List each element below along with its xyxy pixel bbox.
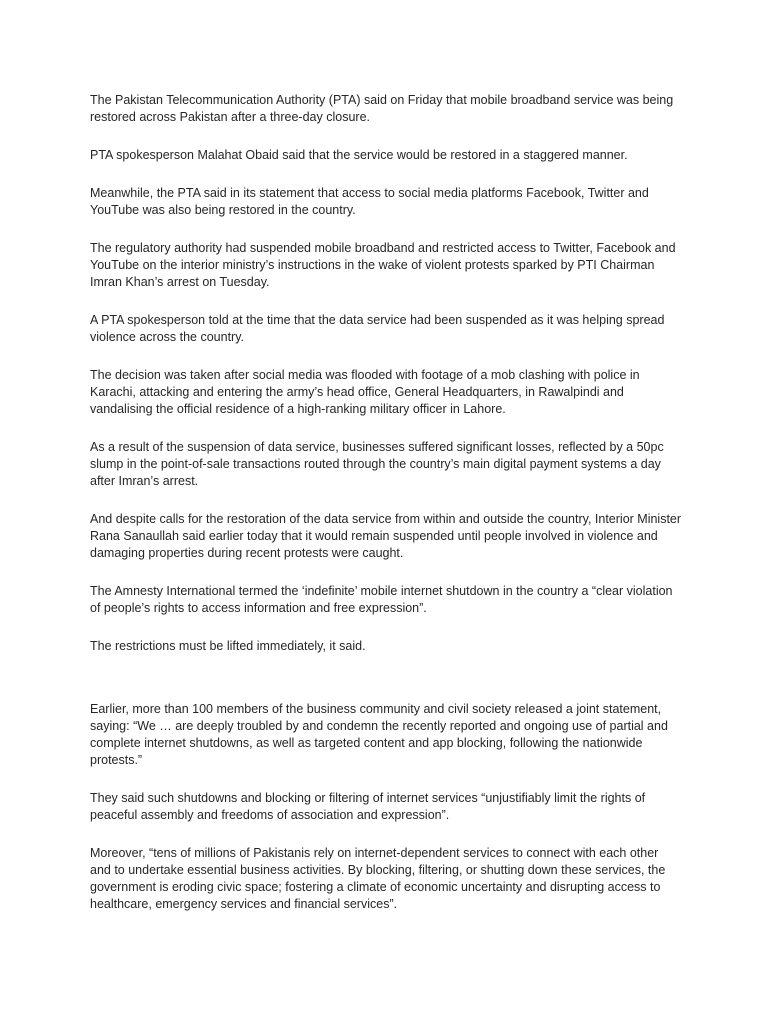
paragraph-7: As a result of the suspension of data service, businesses suffered significant losses, reflected by a 50pc slump in the point-of-sale transactions routed through the country’s main digital payment systems a day after Imran’s arrest. (90, 440, 664, 488)
paragraph-13: Moreover, “tens of millions of Pakistanis rely on internet-dependent services to connect with each other and to undertake essential business activities. By blocking, filtering, or shutting down these services, the government is eroding civic space; fostering a climate of economic uncertainty and disrupting access to healthcare, emergency services and financial services”. (90, 846, 666, 911)
paragraph-6: The decision was taken after social media was flooded with footage of a mob clashing with police in Karachi, attacking and entering the army’s head office, General Headquarters, in Rawalpindi and vandalising the official residence of a high-ranking military officer in Lahore. (90, 368, 640, 416)
paragraph-9: The Amnesty International termed the ‘indefinite’ mobile internet shutdown in the country a “clear violation of people’s rights to access information and free expression”. (90, 584, 673, 615)
paragraph-8: And despite calls for the restoration of the data service from within and outside the country, Interior Minister Rana Sanaullah said earlier today that it would remain suspended until people involved in violence and damaging properties during recent protests were caught. (90, 512, 682, 560)
article-body (90, 92, 682, 934)
paragraph-5: A PTA spokesperson told at the time that the data service had been suspended as it was helping spread violence across the country. (90, 313, 665, 344)
paragraph-2: PTA spokesperson Malahat Obaid said that the service would be restored in a staggered manner. (90, 148, 628, 162)
paragraph-3: Meanwhile, the PTA said in its statement that access to social media platforms Facebook, Twitter and YouTube was also being restored in the country. (90, 186, 649, 217)
paragraph-11: Earlier, more than 100 members of the business community and civil society released a joint statement, saying: “We … are deeply troubled by and condemn the recently reported and ongoing use of partial and complete internet shutdowns, as well as targeted content and app blocking, following the nationwide protests.” (90, 702, 668, 767)
paragraph-12: They said such shutdowns and blocking or filtering of internet services “unjustifiably limit the rights of peaceful assembly and freedoms of association and expression”. (90, 791, 646, 822)
paragraph-1: The Pakistan Telecommunication Authority (PTA) said on Friday that mobile broadband service was being restored across Pakistan after a three-day closure. (90, 93, 674, 124)
paragraph-4: The regulatory authority had suspended mobile broadband and restricted access to Twitter, Facebook and YouTube on the interior ministry’s instructions in the wake of violent protests sparked by PTI Chairman Imran Khan’s arrest on Tuesday. (90, 241, 676, 289)
paragraph-10: The restrictions must be lifted immediately, it said. (90, 639, 366, 653)
